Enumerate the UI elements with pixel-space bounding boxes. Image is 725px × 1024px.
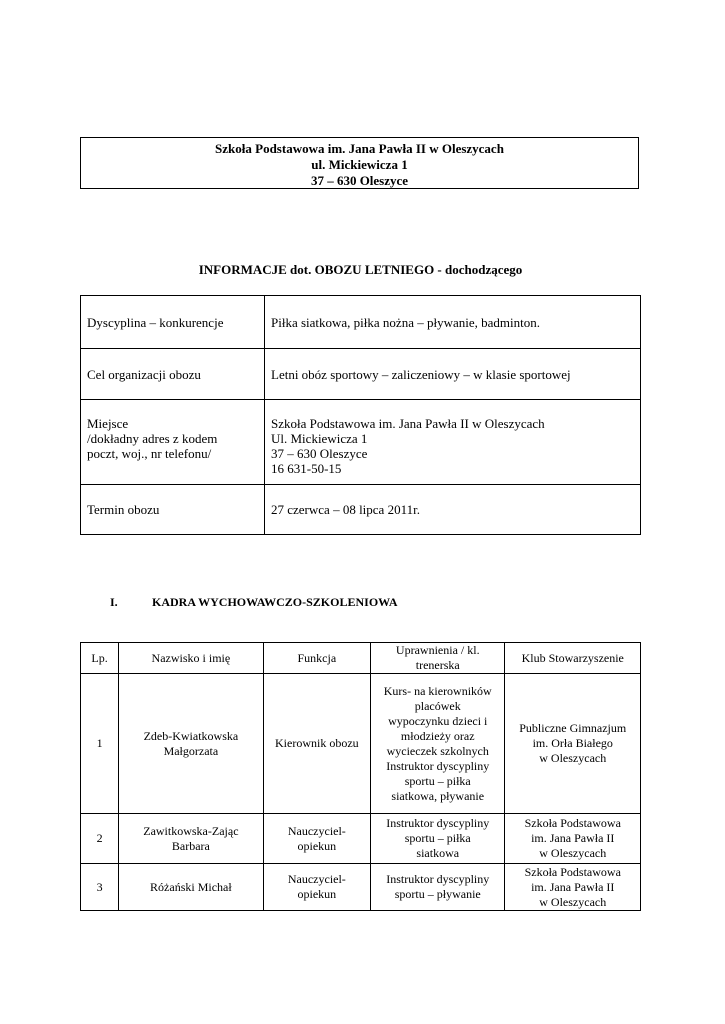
info-value-line: Ul. Mickiewicza 1	[271, 431, 368, 446]
info-key-line: Miejsce	[87, 416, 129, 431]
cell-qualifications	[371, 674, 505, 814]
school-header-box	[80, 137, 639, 189]
cell-qual-line: sportu – piłka	[404, 831, 471, 845]
cell-club	[505, 814, 641, 864]
info-value	[265, 485, 641, 535]
info-title: INFORMACJE dot. OBOZU LETNIEGO - dochodzącego	[198, 262, 523, 277]
cell-role-line: Kierownik obozu	[275, 736, 359, 750]
school-postal: 37 – 630 Oleszyce	[310, 173, 409, 188]
header-name: Nazwisko i imię	[119, 643, 264, 674]
kadra-section-title: KADRA WYCHOWAWCZO-SZKOLENIOWA	[152, 595, 398, 609]
cell-club-line: im. Jana Pawła II	[531, 831, 615, 845]
header-role: Funkcja	[263, 643, 370, 674]
cell-name-line: Zawitkowska-Zając	[143, 823, 239, 838]
cell-name-line: Małgorzata	[163, 743, 219, 758]
info-value-line: 16 631-50-15	[271, 461, 342, 476]
school-name: Szkoła Podstawowa im. Jana Pawła II w Oleszycach	[215, 141, 504, 156]
cell-name-line: Barbara	[171, 838, 210, 853]
info-row	[81, 349, 641, 400]
cell-qual-line: Instruktor dyscypliny	[386, 816, 490, 830]
cell-club-line: Szkoła Podstawowa	[524, 816, 621, 830]
cell-qualifications	[371, 864, 505, 911]
cell-role	[263, 864, 370, 911]
info-key-line: poczt, woj., nr telefonu/	[87, 446, 212, 461]
cell-name-line: Zdeb-Kwiatkowska	[143, 728, 239, 743]
header-qualifications-line: Uprawnienia / kl.	[395, 643, 480, 657]
info-value-line: 37 – 630 Oleszyce	[271, 446, 368, 461]
staff-table	[80, 642, 641, 911]
cell-club-line: w Oleszycach	[539, 751, 607, 765]
info-value	[265, 296, 641, 349]
cell-club-line: w Oleszycach	[539, 894, 607, 909]
info-table	[80, 295, 641, 535]
info-key	[81, 400, 265, 485]
info-value-line: 27 czerwca – 08 lipca 2011r.	[271, 502, 420, 517]
cell-qual-line: Kurs- na kierowników	[383, 683, 492, 698]
info-key	[81, 296, 265, 349]
cell-name	[119, 864, 264, 911]
cell-role-line: opiekun	[297, 887, 337, 901]
info-row	[81, 485, 641, 535]
cell-role-line: Nauczyciel-	[287, 872, 346, 886]
cell-lp: 3	[81, 864, 119, 911]
cell-qual-line: wycieczek szkolnych	[386, 743, 489, 758]
cell-role-line: Nauczyciel-	[287, 823, 346, 838]
header-qualifications	[371, 643, 505, 674]
school-street: ul. Mickiewicza 1	[311, 157, 408, 172]
cell-qual-line: siatkowa	[416, 846, 460, 860]
cell-qual-line: sportu – pływanie	[394, 887, 481, 901]
cell-qual-line: sportu – piłka	[404, 773, 471, 788]
info-value	[265, 349, 641, 400]
cell-role-line: opiekun	[297, 838, 337, 853]
info-key	[81, 485, 265, 535]
info-key-line: /dokładny adres z kodem	[87, 431, 218, 446]
staff-header-row	[81, 643, 641, 674]
cell-club	[505, 864, 641, 911]
cell-role	[263, 674, 370, 814]
cell-name	[119, 674, 264, 814]
cell-qual-line: placówek	[414, 698, 461, 713]
info-row	[81, 400, 641, 485]
cell-lp: 1	[81, 674, 119, 814]
cell-qualifications	[371, 814, 505, 864]
cell-qual-line: Instruktor dyscypliny	[386, 758, 490, 773]
cell-club-line: w Oleszycach	[539, 846, 607, 860]
info-key-line: Termin obozu	[87, 502, 160, 517]
cell-qual-line: siatkowa, pływanie	[391, 788, 485, 803]
table-row	[81, 674, 641, 814]
info-value-line: Piłka siatkowa, piłka nożna – pływanie, badminton.	[271, 314, 540, 330]
cell-qual-line: wypoczynku dzieci i	[388, 713, 488, 728]
header-qualifications-line: trenerska	[415, 658, 460, 672]
cell-club-line: im. Jana Pawła II	[531, 879, 615, 894]
cell-qual-line: Instruktor dyscypliny	[386, 872, 490, 886]
cell-name	[119, 814, 264, 864]
cell-role	[263, 814, 370, 864]
info-key-line: Cel organizacji obozu	[87, 366, 201, 382]
cell-club-line: Publiczne Gimnazjum	[519, 721, 627, 735]
info-key	[81, 349, 265, 400]
header-club: Klub Stowarzyszenie	[505, 643, 641, 674]
info-value-line: Letni obóz sportowy – zaliczeniowy – w klasie sportowej	[271, 366, 571, 382]
cell-qual-line: młodzieży oraz	[400, 728, 475, 743]
cell-club-line: im. Orła Białego	[532, 736, 613, 750]
kadra-section-number: I.	[110, 595, 118, 609]
cell-name-line: Różański Michał	[150, 879, 232, 894]
info-value	[265, 400, 641, 485]
info-value-line: Szkoła Podstawowa im. Jana Pawła II w Oleszycach	[271, 416, 545, 431]
cell-club-line: Szkoła Podstawowa	[524, 864, 621, 879]
cell-club	[505, 674, 641, 814]
table-row	[81, 864, 641, 911]
table-row	[81, 814, 641, 864]
info-key-line: Dyscyplina – konkurencje	[87, 314, 224, 330]
header-lp: Lp.	[81, 643, 119, 674]
cell-lp: 2	[81, 814, 119, 864]
info-row	[81, 296, 641, 349]
